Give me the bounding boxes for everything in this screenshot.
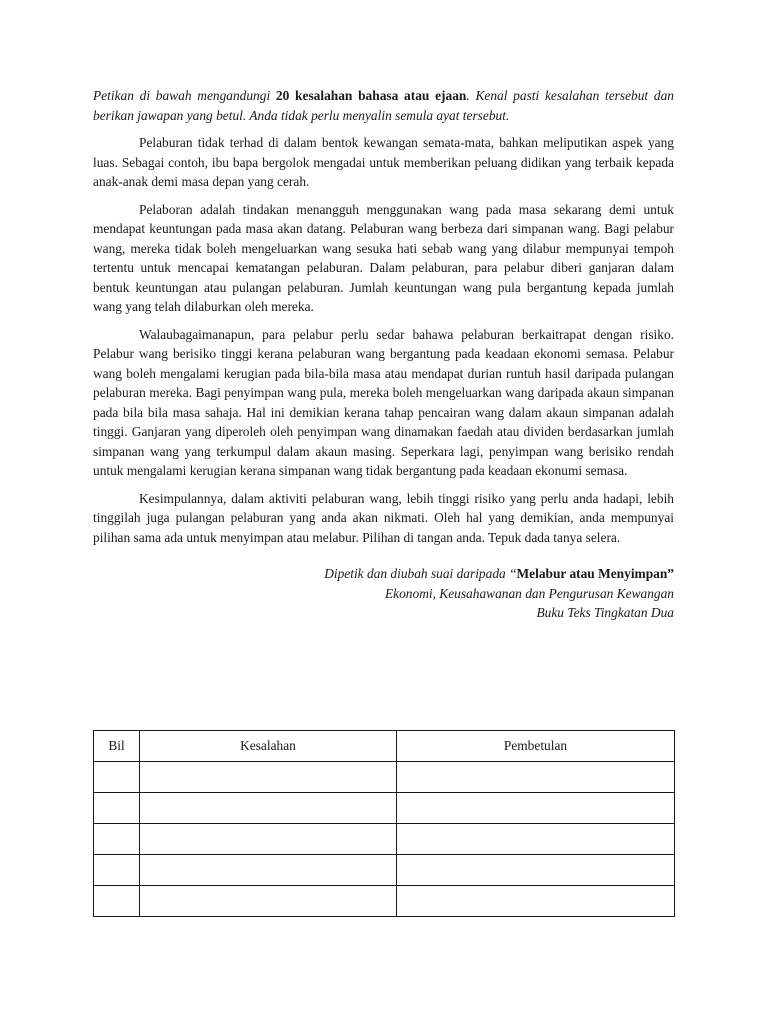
cell-bil[interactable]: [94, 762, 140, 793]
paragraph-1: Pelaburan tidak terhad di dalam bentok kewangan semata-mata, bahkan meliputikan aspek yang luas. Sebagai contoh, ibu bapa bergolok mengadai untuk memberikan peluang didikan yang terbaik kepada anak-anak demi masa depan yang cerah.: [93, 135, 674, 189]
instruction-bold: 20 kesalahan bahasa atau ejaan: [275, 88, 467, 103]
cell-pembetulan[interactable]: [397, 762, 675, 793]
answer-table: [93, 730, 675, 917]
cell-kesalahan[interactable]: [140, 793, 397, 824]
instruction-part-2: . Kenal pasti kesalahan tersebut dan berikan jawapan yang betul. Anda tidak perlu menyalin semula ayat tersebut.: [93, 88, 674, 123]
source-line-2: Ekonomi, Keusahawanan dan Pengurusan Kewangan: [384, 585, 674, 601]
document-body: [93, 86, 674, 623]
table-header-row: [94, 731, 675, 762]
source-citation: [93, 564, 674, 623]
header-kesalahan: Kesalahan: [140, 731, 397, 762]
source-line-3: Buku Teks Tingkatan Dua: [536, 605, 674, 620]
cell-pembetulan[interactable]: [397, 886, 675, 917]
cell-kesalahan[interactable]: [140, 855, 397, 886]
cell-pembetulan[interactable]: [397, 855, 675, 886]
header-pembetulan: Pembetulan: [397, 731, 675, 762]
table-row: [94, 855, 675, 886]
paragraph-4: Kesimpulannya, dalam aktiviti pelaburan wang, lebih tinggi risiko yang perlu anda hadapi, lebih tinggilah juga pulangan pelaburan yang anda akan nikmati. Oleh hal yang demikian, anda mempunyai pilihan sama ada untuk menyimpan atau melabur. Pilihan di tangan anda. Tepuk dada tanya selera.: [93, 490, 674, 545]
table-row: [94, 824, 675, 855]
cell-bil[interactable]: [94, 824, 140, 855]
instruction-text: [93, 86, 674, 125]
paragraph-2: Pelaboran adalah tindakan menangguh menggunakan wang pada masa sekarang demi untuk mendapat keuntungan pada masa akan datang. Pelaburan wang berbeza dari simpanan wang. Bagi pelabur wang, mereka tidak boleh mengeluarkan wang sesuka hati sebab wang yang dilabur mempunyai tempoh tertentu untuk mencapai kematangan pelaburan. Dalam pelaburan, para pelabur diberi ganjaran dalam bentuk keuntungan atau pulangan pelaburan. Jumlah keuntungan wang pula bergantung kepada jumlah wang yang telah dilaburkan oleh mereka.: [93, 201, 674, 314]
cell-kesalahan[interactable]: [140, 886, 397, 917]
table-row: [94, 762, 675, 793]
cell-bil[interactable]: [94, 855, 140, 886]
source-title: Melabur atau Menyimpan”: [516, 566, 674, 581]
cell-kesalahan[interactable]: [140, 762, 397, 793]
cell-kesalahan[interactable]: [140, 824, 397, 855]
paragraph-3: Walaubagaimanapun, para pelabur perlu sedar bahawa pelaburan berkaitrapat dengan risiko. Pelabur wang berisiko tinggi kerana pelaburan wang bergantung pada keadaan ekonomi semasa. Pelabur wang boleh mengalami kerugian pada bila-bila masa atau mendapat durian runtuh hasil daripada pulangan pelaburan mereka. Bagi penyimpan wang pula, mereka boleh mengeluarkan wang daripada akaun simpanan pada bila bila masa sahaja. Hal ini demikian kerana tahap pencairan wang dalam akaun simpanan adalah tinggi. Ganjaran yang diperoleh oleh penyimpan wang dinamakan faedah atau dividen berdasarkan jumlah simpanan wang yang terkumpul dalam akaun masing. Seperkara lagi, penyimpan wang berisiko rendah untuk mengalami kerugian kerana simpanan wang tidak bergantung pada keadaan ekonumi semasa.: [93, 326, 674, 478]
source-prefix: Dipetik dan diubah suai daripada “: [324, 566, 517, 581]
instruction-part-1: Petikan di bawah mengandungi: [93, 88, 276, 103]
cell-pembetulan[interactable]: [397, 824, 675, 855]
cell-bil[interactable]: [94, 886, 140, 917]
source-line-1: [93, 564, 674, 584]
header-bil: Bil: [94, 731, 140, 762]
table-row: [94, 793, 675, 824]
table-row: [94, 886, 675, 917]
cell-pembetulan[interactable]: [397, 793, 675, 824]
cell-bil[interactable]: [94, 793, 140, 824]
